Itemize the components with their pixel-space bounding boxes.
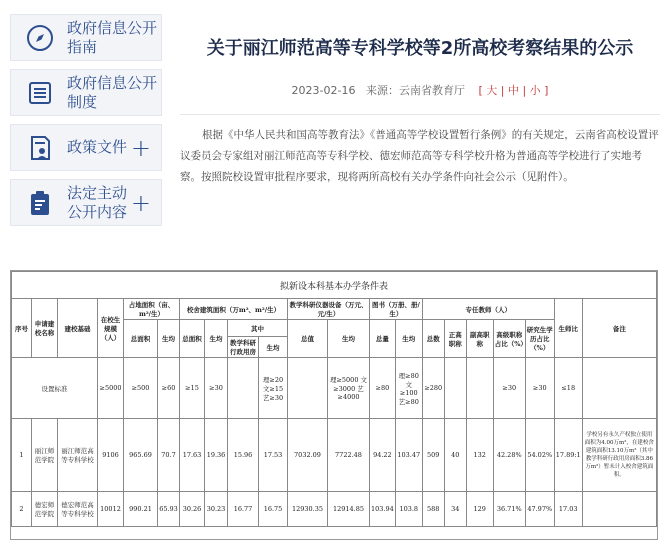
cell-grad-ratio: 54.02% bbox=[525, 419, 554, 492]
col-applicant: 申请建校名称 bbox=[32, 299, 58, 358]
font-size-switcher[interactable]: [ 大 | 中 | 小 ] bbox=[478, 84, 549, 97]
cell-assoc-professor: 129 bbox=[466, 492, 493, 527]
std-label: 设置标准 bbox=[12, 358, 98, 419]
cell-seq: 2 bbox=[12, 492, 32, 527]
list-document-icon bbox=[23, 76, 57, 110]
sub-total-area: 总面积 bbox=[180, 320, 205, 358]
std-students: ≥5000 bbox=[98, 358, 124, 419]
cell-teachers-total: 588 bbox=[422, 492, 444, 527]
col-books: 图书（万册、册/生） bbox=[370, 299, 423, 320]
cell-bld-total: 30.26 bbox=[180, 492, 205, 527]
cell-senior-ratio: 36.71% bbox=[493, 492, 525, 527]
sub-per-student: 生均 bbox=[205, 320, 228, 358]
article bbox=[180, 14, 660, 188]
std-teach-per: 理≥20 文≥15 艺≥30 bbox=[259, 358, 288, 419]
col-students: 在校生规模（人） bbox=[98, 299, 124, 358]
table-row bbox=[12, 419, 657, 492]
cell-bld-per: 30.23 bbox=[205, 492, 228, 527]
std-books-per: 理≥80 文≥100 艺≥80 bbox=[395, 358, 422, 419]
col-ratio: 生师比 bbox=[554, 299, 582, 358]
col-equipment: 教学科研仪器设备（万元、元/生） bbox=[288, 299, 370, 320]
col-teachers: 专任教师（人） bbox=[422, 299, 554, 320]
cell-land-total: 965.69 bbox=[124, 419, 158, 492]
cell-students: 9106 bbox=[98, 419, 124, 492]
sidebar-item-label: 政策文件 bbox=[67, 138, 128, 156]
cell-equip-per: 7722.48 bbox=[328, 419, 370, 492]
sub-per-student: 生均 bbox=[158, 320, 180, 358]
sidebar-item-label: 政府信息公开指南 bbox=[67, 18, 158, 56]
sidebar bbox=[10, 14, 162, 234]
sidebar-item-disclosure-guide[interactable] bbox=[10, 14, 162, 61]
cell-land-per: 70.7 bbox=[158, 419, 180, 492]
std-equip-per: 理≥5000 文≥3000 艺≥4000 bbox=[328, 358, 370, 419]
publish-date: 2023-02-16 bbox=[291, 84, 356, 97]
col-base: 建校基础 bbox=[58, 299, 98, 358]
sidebar-item-mandatory-disclosure[interactable] bbox=[10, 179, 162, 226]
page-title: 关于丽江师范高等专科学校等2所高校考察结果的公示 bbox=[206, 38, 634, 59]
col-remark: 备注 bbox=[582, 299, 656, 358]
sub-professor: 正高职称 bbox=[444, 320, 466, 358]
article-meta bbox=[180, 82, 660, 98]
attachment-table-image bbox=[10, 270, 658, 540]
sub-per-student: 生均 bbox=[328, 320, 370, 358]
expand-plus-icon[interactable]: + bbox=[130, 188, 151, 217]
sidebar-item-label: 政府信息公开制度 bbox=[67, 73, 158, 111]
cell-land-total: 990.21 bbox=[124, 492, 158, 527]
cell-ratio: 17.03 bbox=[554, 492, 582, 527]
cell-bld-per: 19.36 bbox=[205, 419, 228, 492]
cell-bld-total: 17.63 bbox=[180, 419, 205, 492]
sidebar-item-policy-documents[interactable] bbox=[10, 124, 162, 171]
cell-professor: 34 bbox=[444, 492, 466, 527]
table-row bbox=[12, 492, 657, 527]
col-building: 校舍建筑面积（万m²、m²/生） bbox=[180, 299, 288, 320]
std-bld-total: ≥15 bbox=[180, 358, 205, 419]
std-bld-per: ≥30 bbox=[205, 358, 228, 419]
cell-equip-total: 7032.09 bbox=[288, 419, 328, 492]
sub-total-value: 总值 bbox=[288, 320, 328, 358]
cell-students: 10012 bbox=[98, 492, 124, 527]
sub-assoc-professor: 副高职称 bbox=[466, 320, 493, 358]
cell-teach-per: 17.53 bbox=[259, 419, 288, 492]
conditions-table bbox=[11, 271, 657, 527]
cell-remark: 学校另有永久产权独立使用面积为4.00万m²，在建校舍建筑面积13.10万m²（其中教学科研行政用房面积3.86万m²）暂未计入校舍建筑面积。 bbox=[582, 419, 656, 492]
cell-assoc-professor: 132 bbox=[466, 419, 493, 492]
sidebar-item-disclosure-system[interactable] bbox=[10, 69, 162, 116]
cell-books-total: 103.94 bbox=[370, 492, 396, 527]
cell-equip-per: 12914.85 bbox=[328, 492, 370, 527]
cell-teachers-total: 509 bbox=[422, 419, 444, 492]
cell-applicant: 德宏师范学院 bbox=[32, 492, 58, 527]
sub-teaching-use: 教学科研行政用房 bbox=[228, 337, 259, 358]
cell-remark bbox=[582, 492, 656, 527]
sub-grad-ratio: 研究生学历占比（%） bbox=[525, 320, 554, 358]
table-caption: 拟新设本科基本办学条件表 bbox=[12, 272, 657, 299]
sub-per-student: 生均 bbox=[395, 320, 422, 358]
cell-base: 丽江师范高等专科学校 bbox=[58, 419, 98, 492]
std-land-total: ≥500 bbox=[124, 358, 158, 419]
std-grad-ratio: ≥30 bbox=[525, 358, 554, 419]
sub-total-qty: 总量 bbox=[370, 320, 396, 358]
clipboard-edit-icon bbox=[23, 186, 57, 220]
sub-total-count: 总数 bbox=[422, 320, 444, 358]
cell-books-total: 94.22 bbox=[370, 419, 396, 492]
article-source: 来源：云南省教育厅 bbox=[365, 84, 465, 97]
article-body: 根据《中华人民共和国高等教育法》《普通高等学校设置暂行条例》的有关规定，云南省高校设置评议委员会专家组对丽江师范高等专科学校、德宏师范高等专科学校升格为普通高等学校进行了实地考察。按照院校设置审批程序要求，现将两所高校有关办学条件向社会公示（见附件）。 bbox=[180, 129, 659, 183]
sub-total-area: 总面积 bbox=[124, 320, 158, 358]
sub-per-student: 生均 bbox=[259, 337, 288, 358]
col-land: 占地面积（亩、m²/生） bbox=[124, 299, 180, 320]
col-seq: 序号 bbox=[12, 299, 32, 358]
cell-grad-ratio: 47.97% bbox=[525, 492, 554, 527]
cell-land-per: 65.93 bbox=[158, 492, 180, 527]
compass-icon bbox=[23, 21, 57, 55]
cell-applicant: 丽江师范学院 bbox=[32, 419, 58, 492]
user-document-icon bbox=[23, 131, 57, 165]
divider bbox=[180, 114, 660, 115]
expand-plus-icon[interactable]: + bbox=[130, 133, 151, 162]
cell-teach-total: 16.77 bbox=[228, 492, 259, 527]
table-row-standard bbox=[12, 358, 657, 419]
cell-equip-total: 12930.35 bbox=[288, 492, 328, 527]
cell-base: 德宏师范高等专科学校 bbox=[58, 492, 98, 527]
std-teachers-total: ≥280 bbox=[422, 358, 444, 419]
std-land-per: ≥60 bbox=[158, 358, 180, 419]
cell-senior-ratio: 42.28% bbox=[493, 419, 525, 492]
sub-senior-ratio: 高级职称占比（%） bbox=[493, 320, 525, 358]
cell-teach-total: 15.96 bbox=[228, 419, 259, 492]
cell-books-per: 103.8 bbox=[395, 492, 422, 527]
std-ratio: ≤18 bbox=[554, 358, 582, 419]
cell-ratio: 17.89:1 bbox=[554, 419, 582, 492]
cell-seq: 1 bbox=[12, 419, 32, 492]
cell-books-per: 103.47 bbox=[395, 419, 422, 492]
cell-professor: 40 bbox=[444, 419, 466, 492]
std-senior-ratio: ≥30 bbox=[493, 358, 525, 419]
std-books-total: ≥80 bbox=[370, 358, 396, 419]
sidebar-item-label: 法定主动公开内容 bbox=[67, 183, 128, 221]
sub-of-which: 其中 bbox=[228, 320, 288, 337]
cell-teach-per: 16.75 bbox=[259, 492, 288, 527]
